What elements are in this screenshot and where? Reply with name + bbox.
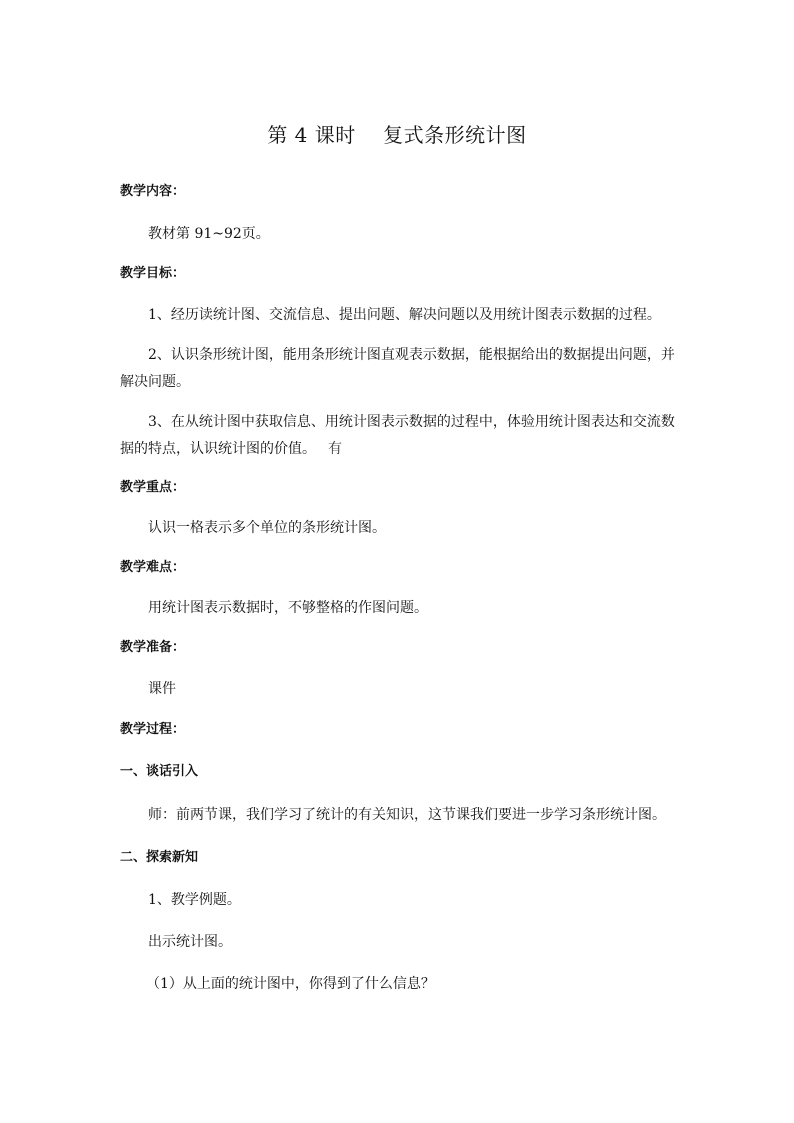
key-points-text: 认识一格表示多个单位的条形统计图。 — [148, 520, 386, 536]
section-1-text: 师：前两节课，我们学习了统计的有关知识，这节课我们要进一步学习条形统计图。 — [148, 807, 666, 823]
question-1-text: （1）从上面的统计图中，你得到了什么信息？ — [146, 976, 435, 992]
objective-item-3-line-2 — [120, 437, 680, 461]
page-title: 第 4 课时 复式条形统计图 — [267, 123, 527, 147]
teaching-content-heading: 教学内容： — [120, 184, 186, 199]
step-2-text: 出示统计图。 — [148, 934, 232, 950]
preparation-text: 课件 — [148, 681, 176, 697]
objective-item-3-line-1: 3、在从统计图中获取信息、用统计图表示数据的过程中，体验用统计图表达和交流数 — [148, 414, 675, 430]
objective-item-3-text: 据的特点，认识统计图的价值。 — [120, 441, 316, 457]
key-points-heading: 教学重点： — [120, 480, 186, 495]
difficulties-text: 用统计图表示数据时，不够整格的作图问题。 — [148, 600, 428, 616]
section-2-heading: 二、探索新知 — [120, 850, 199, 865]
stray-character: 有 — [328, 441, 342, 457]
teaching-objectives-heading: 教学目标： — [120, 266, 186, 281]
process-heading: 教学过程： — [120, 722, 186, 737]
difficulties-heading: 教学难点： — [120, 560, 186, 575]
preparation-heading: 教学准备： — [120, 640, 186, 655]
objective-item-2-line-2: 解决问题。 — [120, 374, 190, 390]
objective-item-1: 1、经历读统计图、交流信息、提出问题、解决问题以及用统计图表示数据的过程。 — [148, 307, 661, 323]
section-1-heading: 一、谈话引入 — [120, 764, 199, 779]
objective-item-2-line-1: 2、认识条形统计图，能用条形统计图直观表示数据，能根据给出的数据提出问题，并 — [148, 347, 675, 363]
step-1-text: 1、教学例题。 — [148, 892, 241, 908]
teaching-content-text: 教材第 91~92页。 — [148, 226, 270, 242]
